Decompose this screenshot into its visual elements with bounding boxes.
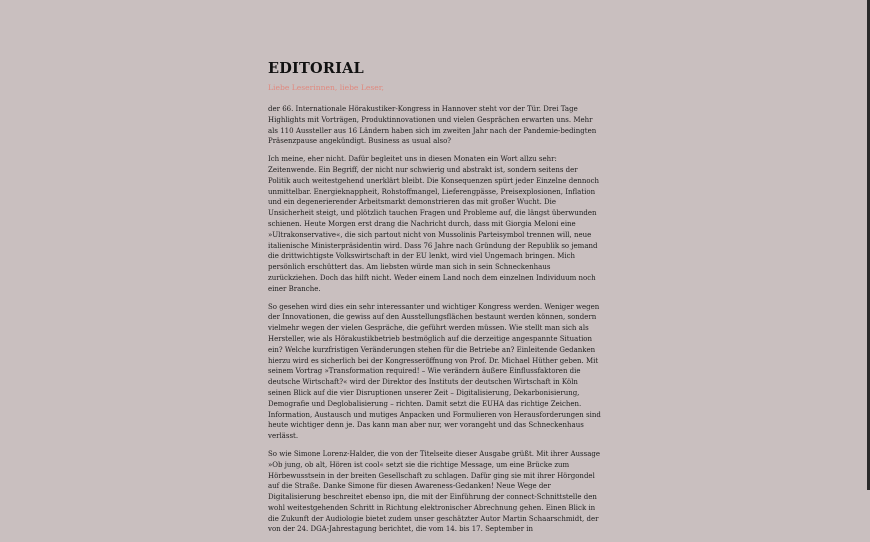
paragraph-1: der 66. Internationale Hörakustiker-Kongress in Hannover steht vor der Tür. Drei Tage Highlights mit Vorträgen, Produktinnovationen und vielen Gesprächen erwarten uns. Mehr als 110 Aussteller aus 16 Ländern haben sich im zweiten Jahr nach der Pandemie-bedingten Präsenzpause angekündigt. Business as usual also? [268,105,597,146]
article-title: EDITORIAL [268,60,364,77]
paragraph-4: So wie Simone Lorenz-Halder, die von der Titelseite dieser Ausgabe grüßt. Mit ihrer Aussage »Ob jung, ob alt, Hören ist cool« setzt sie die richtige Message, um eine Brücke zum Hörbewusstsein in der breiten Gesellschaft zu schlagen. Dafür ging sie mit ihrer Hörgondel auf die Straße. Danke Simone für diesen Awareness-Gedanken! Neue Wege der Digitalisierung beschreitet ebenso ipn, die mit der Einführung der connect-Schnittstelle den wohl weitestgehenden Schritt in Richtung elektronischer Abrechnung gehen. Einen Blick in die Zukunft der Audiologie bietet zudem unser geschätzter Autor Martin Schaarschmidt, der von der 24. DGA-Jahrestagung berichtet, die vom 14. bis 17. September in [268,449,601,534]
editorial-article [268,60,602,542]
article-greeting: Liebe Leserinnen, liebe Leser, [268,83,384,92]
paragraph-3: So gesehen wird dies ein sehr interessanter und wichtiger Kongress werden. Weniger wegen der Innovationen, die gewiss auf den Ausstellungsflächen bestaunt werden können, sondern vielmehr wegen der vielen Gespräche, die geführt werden müssen. Wie stellt man sich als Hersteller, wie als Hörakustikbetrieb bestmöglich auf die derzeitige angespannte Situation ein? Welche kurzfristigen Veränderungen stehen für die Betriebe an? Einleitende Gedanken hierzu wird es sicherlich bei der Kongresseröffnung von Prof. Dr. Michael Hüther geben. Mit seinem Vortrag »Transformation required! – Wie verändern äußere Einflussfaktoren die deutsche Wirtschaft?« wird der Direktor des Instituts der deutschen Wirtschaft in Köln seinen Blick auf die vier Disruptionen unserer Zeit – Digitalisierung, Dekarbonisierung, Demografie und Deglobalisierung – richten. Damit setzt die EUHA das richtige Zeichen. Information, Austausch und mutiges Anpacken und Formulieren von Herausforderungen sind heute wichtiger denn je. Das kann man aber nur, wer vorangeht und das Schneckenhaus verlässt. [268,302,601,441]
article-body [268,104,602,535]
paragraph-2: Ich meine, eher nicht. Dafür begleitet uns in diesen Monaten ein Wort allzu sehr: Zeitenwende. Ein Begriff, der nicht nur schwierig und abstrakt ist, sondern seitens der Politik auch weitestgehend unerklärt bleibt. Die Konsequenzen spürt jeder Einzelne dennoch unmittelbar. Energieknappheit, Rohstoffmangel, Lieferengpässe, Preisexplosionen, Inflation und ein degenerierender Arbeitsmarkt demonstrieren das mit großer Wucht. Die Unsicherheit steigt, und plötzlich tauchen Fragen und Probleme auf, die längst überwunden schienen. Heute Morgen erst drang die Nachricht durch, dass mit Giorgia Meloni eine »Ultrakonservative«, die sich partout nicht von Mussolinis Parteisymbol trennen will, neue italienische Ministerpräsidentin wird. Dass 76 Jahre nach Gründung der Republik so jemand die drittwichtigste Volkswirtschaft in der EU lenkt, wird viel Ungemach bringen. Mich persönlich erschüttert das. Am liebsten würde man sich in sein Schneckenhaus zurückziehen. Doch das hilft nicht. Weder einem Land noch dem einzelnen Individuum noch einer Branche. [268,155,600,293]
